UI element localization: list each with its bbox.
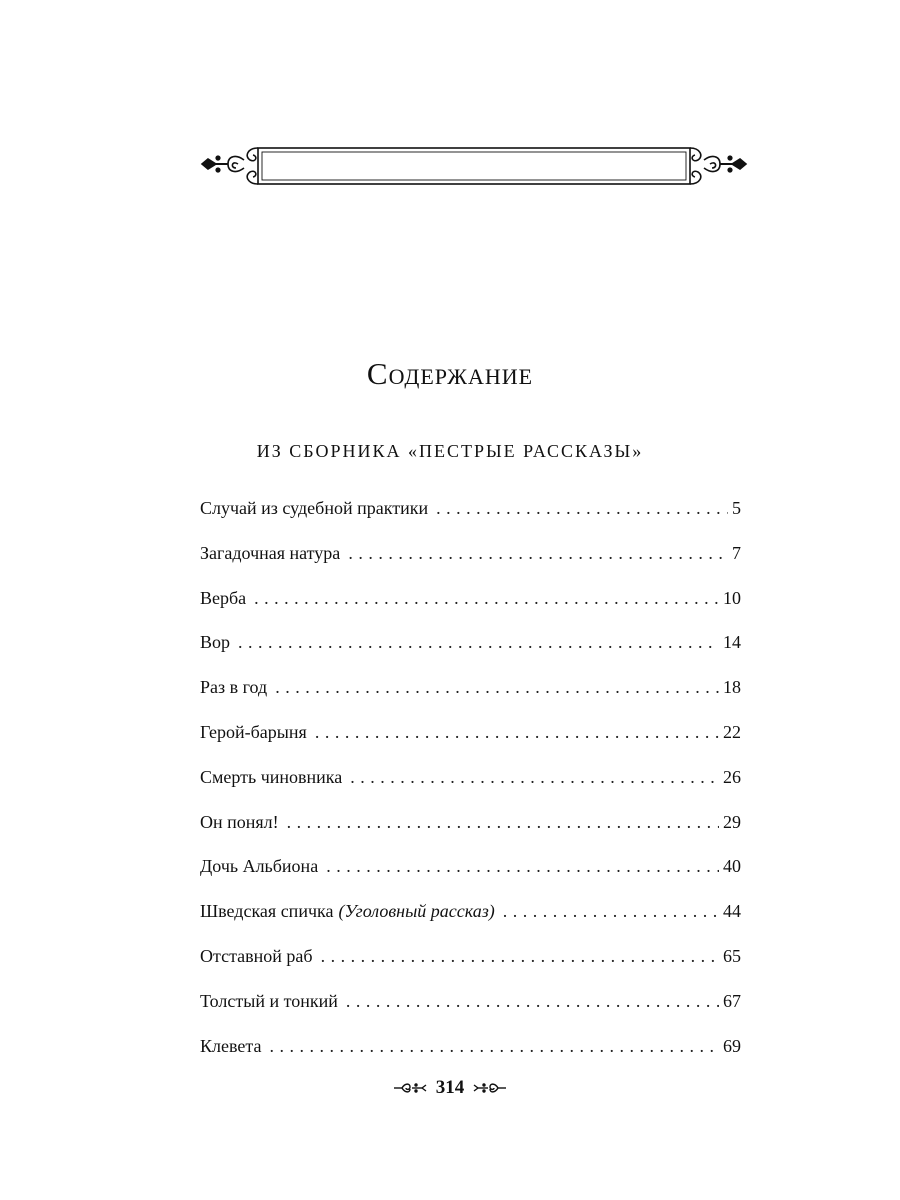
toc-entry-page: 65 [723, 945, 741, 966]
dot-leader [326, 854, 719, 878]
decorative-frame-ornament [198, 138, 750, 188]
dot-leader [254, 586, 719, 610]
toc-entry[interactable] [200, 854, 741, 899]
toc-entry[interactable] [200, 720, 741, 765]
toc-entry-title: Дочь Альбиона [200, 856, 319, 877]
toc-entry-title: Герой-барыня [200, 721, 307, 742]
page-number: 314 [435, 1077, 465, 1098]
toc-entry[interactable] [200, 496, 741, 541]
toc-entry[interactable] [200, 989, 741, 1034]
dot-leader [287, 810, 719, 834]
toc-entry[interactable] [200, 675, 741, 720]
toc-entry-page: 5 [732, 498, 741, 518]
toc-entry-page: 22 [723, 721, 741, 742]
toc-entry-page: 10 [723, 587, 741, 608]
dot-leader [436, 496, 728, 520]
toc-entry-page: 29 [723, 811, 741, 832]
dot-leader [315, 720, 719, 744]
toc-entry-title: Клевета [200, 1035, 262, 1056]
toc-entry-title: Загадочная натура [200, 542, 341, 563]
dot-leader [346, 989, 719, 1013]
dot-leader [350, 765, 719, 789]
dot-leader [238, 630, 719, 654]
toc-entry-page: 40 [723, 856, 741, 877]
flourish-left-icon [392, 1080, 430, 1096]
toc-entry-page: 7 [732, 542, 741, 563]
toc-entry-title: Отставной раб [200, 945, 313, 966]
toc-entry-page: 26 [723, 766, 741, 787]
toc-entry[interactable] [200, 899, 741, 944]
toc-entry[interactable] [200, 586, 741, 631]
toc-entry[interactable] [200, 944, 741, 989]
toc-entry-title: Вор [200, 632, 231, 653]
toc-entry-title: Случай из судебной практики [200, 498, 429, 518]
page-footer [0, 1077, 900, 1099]
toc-entry-title: Верба [200, 587, 247, 608]
dot-leader [275, 675, 719, 699]
page-title: Содержание [366, 356, 534, 391]
toc-entry[interactable] [200, 1034, 741, 1079]
toc-entry[interactable] [200, 810, 741, 855]
toc-entry-title: Смерть чиновника [200, 766, 343, 787]
toc-entry-title: Он понял! [200, 811, 279, 832]
toc-entry-page: 18 [723, 677, 741, 698]
section-heading: ИЗ СБОРНИКА «ПЕСТРЫЕ РАССКАЗЫ» [256, 441, 644, 461]
dot-leader [348, 541, 728, 565]
dot-leader [321, 944, 719, 968]
toc-entry-page: 69 [723, 1035, 741, 1056]
dot-leader [269, 1034, 719, 1058]
toc-entry-title: Шведская спичка [200, 901, 334, 922]
toc-entry-page: 14 [723, 632, 741, 653]
toc-entry-page: 67 [723, 990, 741, 1011]
dot-leader [503, 899, 719, 923]
flourish-right-icon [470, 1080, 508, 1096]
toc-entry-title: Толстый и тонкий [200, 990, 338, 1011]
toc-entry-subtitle: (Уголовный рассказ) [338, 901, 495, 922]
toc-entry[interactable] [200, 765, 741, 810]
toc-entry[interactable] [200, 541, 741, 586]
toc-entry-page: 44 [723, 901, 741, 922]
toc-entry[interactable] [200, 630, 741, 675]
table-of-contents [200, 496, 741, 1078]
toc-entry-title: Раз в год [200, 677, 268, 698]
